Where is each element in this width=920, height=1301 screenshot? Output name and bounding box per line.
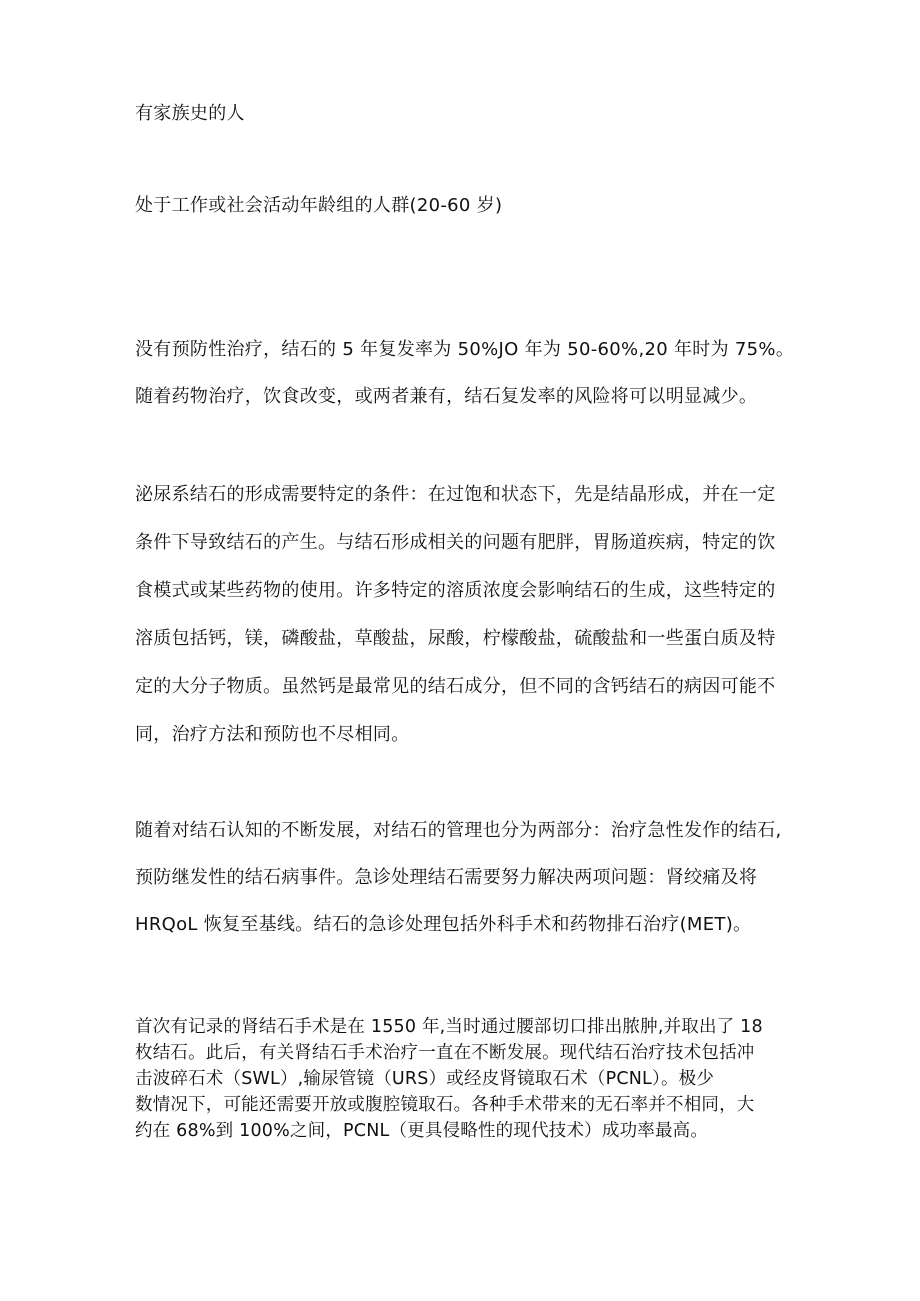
text-line-management-1: 随着对结石认知的不断发展，对结石的管理也分为两部分：治疗急性发作的结石, [135, 820, 782, 841]
text-line-formation-1: 泌尿系结石的形成需要特定的条件：在过饱和状态下，先是结晶形成，并在一定 [135, 484, 776, 505]
text-line-recurrence-rate: 没有预防性治疗，结石的 5 年复发率为 50%JO 年为 50-60%,20 年时为 75%。 [135, 339, 795, 360]
text-line-formation-2: 条件下导致结石的产生。与结石形成相关的问题有肥胖，胃肠道疾病，特定的饮 [135, 532, 776, 553]
text-line-surgery-5: 约在 68%到 100%之间，PCNL（更具侵略性的现代技术）成功率最高。 [135, 1121, 709, 1141]
text-line-formation-4: 溶质包括钙，镁，磷酸盐，草酸盐，尿酸，柠檬酸盐，硫酸盐和一些蛋白质及特 [135, 628, 776, 649]
text-line-surgery-1: 首次有记录的肾结石手术是在 1550 年,当时通过腰部切口排出脓肿,并取出了 18 [135, 1017, 763, 1037]
text-line-risk-reduction: 随着药物治疗，饮食改变，或两者兼有，结石复发率的风险将可以明显减少。 [135, 386, 758, 407]
text-line-formation-6: 同，治疗方法和预防也不尽相同。 [135, 724, 410, 745]
text-line-age-group: 处于工作或社会活动年龄组的人群(20-60 岁) [135, 195, 503, 216]
text-line-formation-3: 食模式或某些药物的使用。许多特定的溶质浓度会影响结石的生成，这些特定的 [135, 580, 776, 601]
text-line-surgery-3: 击波碎石术（SWL）,输尿管镜（URS）或经皮肾镜取石术（PCNL）。极少 [135, 1069, 715, 1089]
text-line-management-2: 预防继发性的结石病事件。急诊处理结石需要努力解决两项问题：肾绞痛及将 [135, 867, 758, 888]
text-line-family-history: 有家族史的人 [135, 103, 245, 124]
text-line-surgery-4: 数情况下，可能还需要开放或腹腔镜取石。各种手术带来的无石率并不相同，大 [135, 1095, 755, 1115]
text-line-management-3: HRQoL 恢复至基线。结石的急诊处理包括外科手术和药物排石治疗(MET)。 [135, 914, 752, 935]
text-line-formation-5: 定的大分子物质。虽然钙是最常见的结石成分，但不同的含钙结石的病因可能不 [135, 676, 776, 697]
text-line-surgery-2: 枚结石。此后，有关肾结石手术治疗一直在不断发展。现代结石治疗技术包括冲 [135, 1043, 755, 1063]
